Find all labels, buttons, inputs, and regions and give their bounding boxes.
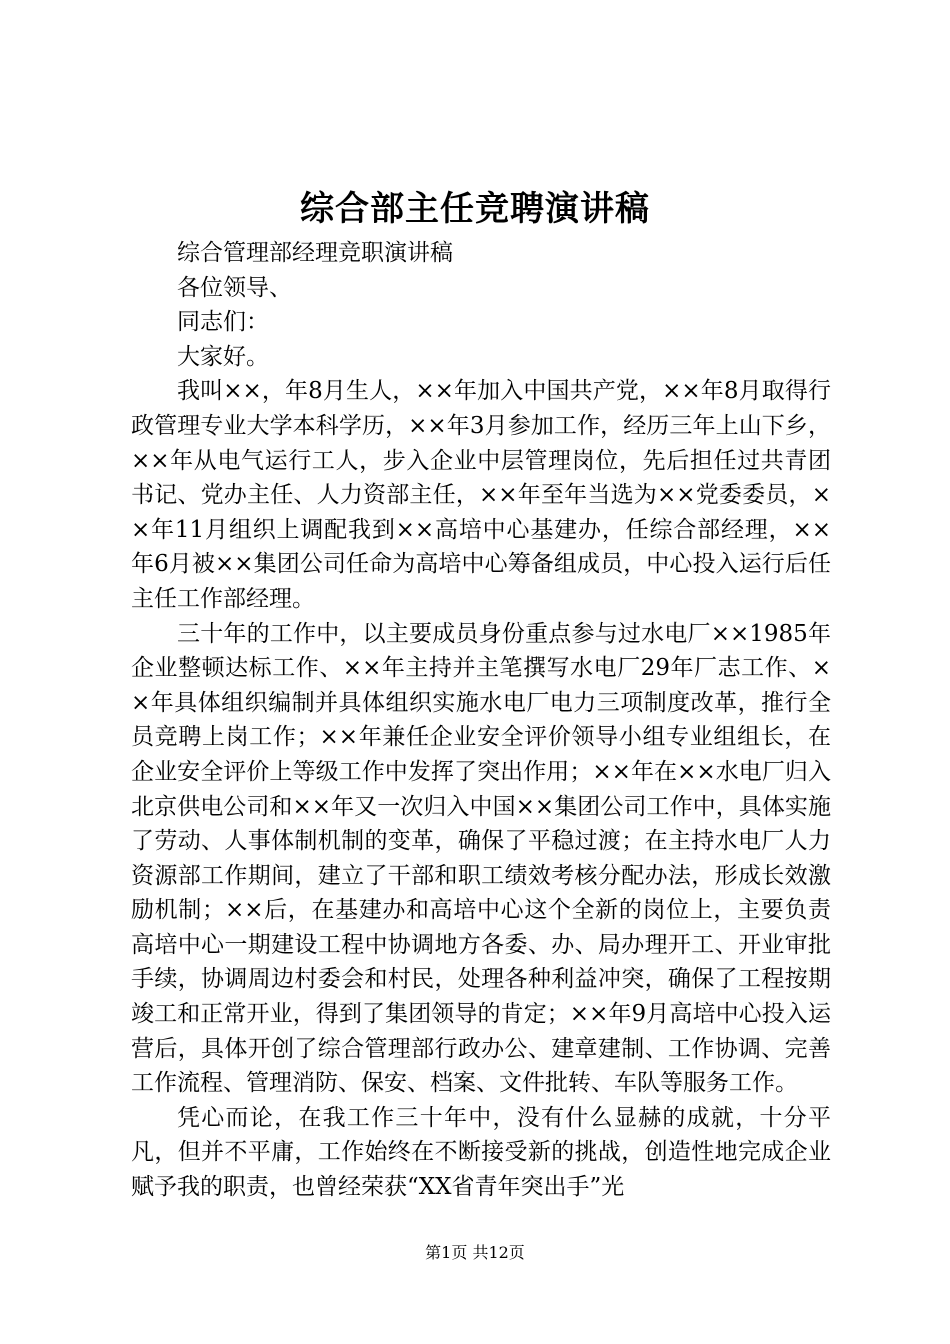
paragraph-introduction: 我叫××，年8月生人，××年加入中国共产党，××年8月取得行政管理专业大学本科学历，××年3月参加工作，经历三年上山下乡，××年从电气运行工人，步入企业中层管理岗位，先后担任过共青团书记、党办主任、人力资部主任，××年至年当选为××党委委员，××年11月组织上调配我到××高培中心基建办，任综合部经理，××年6月被××集团公司任命为高培中心筹备组成员，中心投入运行后任主任工作部经理。: [131, 378, 831, 612]
document-body: [131, 236, 831, 1205]
paragraph-hello: 大家好。: [177, 343, 269, 370]
paragraph-reflection: 凭心而论，在我工作三十年中，没有什么显赫的成就，十分平凡，但并不平庸，工作始终在不断接受新的挑战，创造性地完成企业赋予我的职责，也曾经荣获“XX省青年突出手”光: [131, 1104, 831, 1201]
paragraph-work-experience: 三十年的工作中，以主要成员身份重点参与过水电厂××1985年企业整顿达标工作、××年主持并主笔撰写水电厂29年厂志工作、××年具体组织编制并具体组织实施水电厂电力三项制度改革，推行全员竞聘上岗工作；××年兼任企业安全评价领导小组专业组组长，在企业安全评价上等级工作中发挥了突出作用；××年在××水电厂归入北京供电公司和××年又一次归入中国××集团公司工作中，具体实施了劳动、人事体制机制的变革，确保了平稳过渡；在主持水电厂人力资源部工作期间，建立了干部和职工绩效考核分配办法，形成长效激励机制；××后，在基建办和高培中心这个全新的岗位上，主要负责高培中心一期建设工程中协调地方各委、办、局办理开工、开业审批手续，协调周边村委会和村民，处理各种利益冲突，确保了工程按期竣工和正常开业，得到了集团领导的肯定；××年9月高培中心投入运营后，具体开创了综合管理部行政办公、建章建制、工作协调、完善工作流程、管理消防、保安、档案、文件批转、车队等服务工作。: [131, 620, 831, 1097]
paragraph-greeting-comrades: 同志们：: [177, 309, 269, 336]
page-footer: 第1页 共12页: [425, 1243, 525, 1262]
paragraph-subtitle: 综合管理部经理竞职演讲稿: [177, 240, 453, 266]
document-title: 综合部主任竞聘演讲稿: [300, 189, 650, 229]
paragraph-greeting-leaders: 各位领导、: [177, 274, 292, 301]
